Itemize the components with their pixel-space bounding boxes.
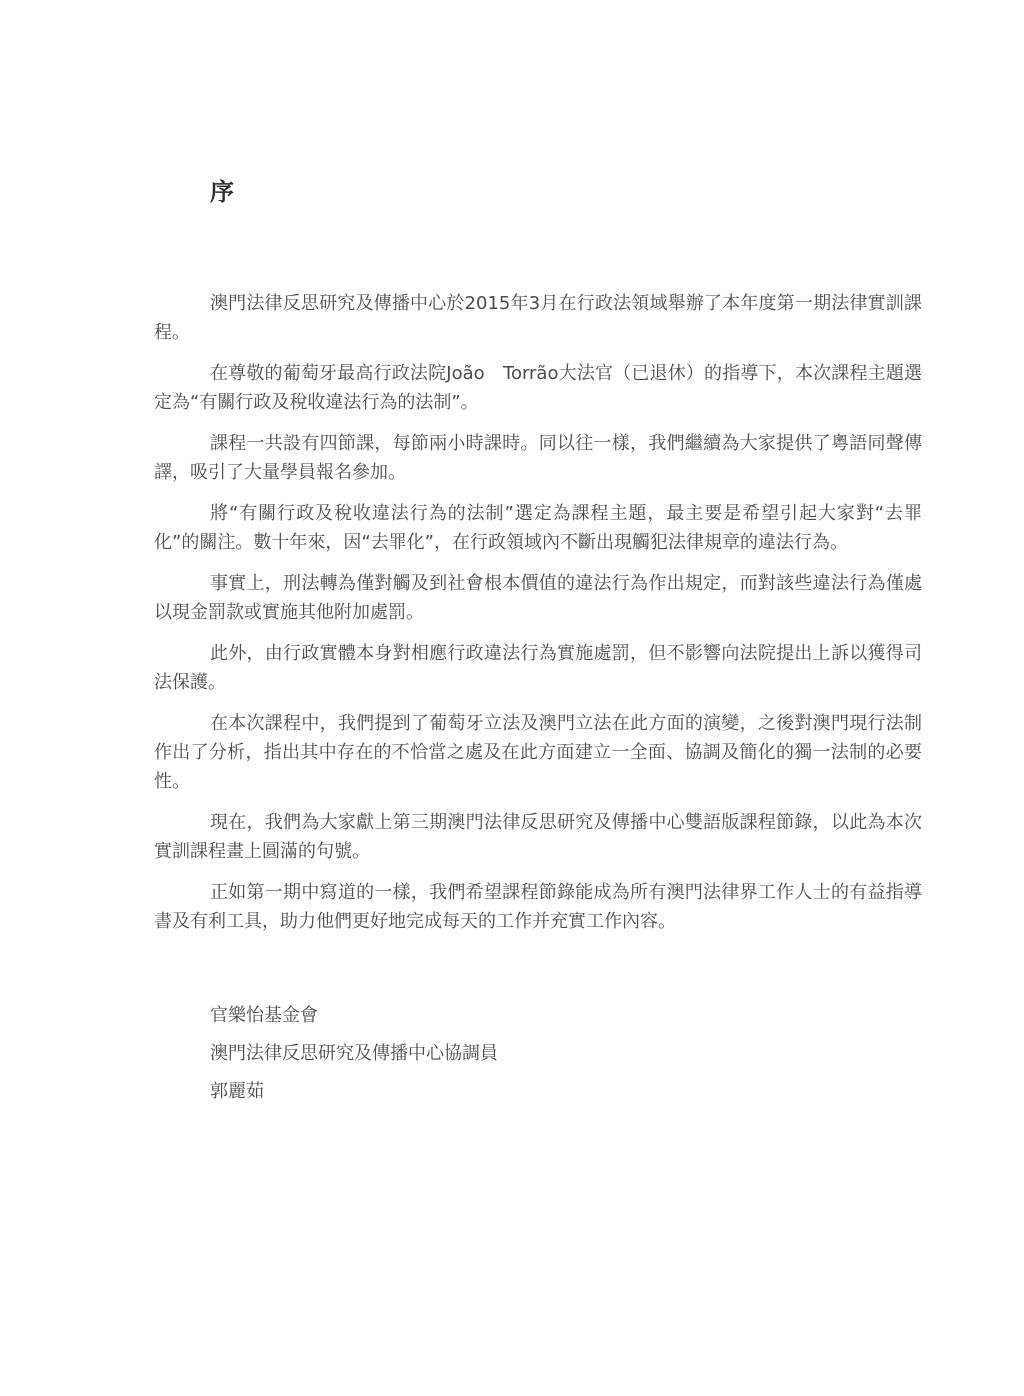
page-title: 序	[210, 178, 234, 206]
signature-organization: 官樂怡基金會	[210, 1005, 318, 1026]
paragraph: 在尊敬的葡萄牙最高行政法院João Torrão大法官（已退休）的指導下，本次課程主題選定為“有關行政及稅收違法行為的法制”。	[154, 363, 922, 413]
paragraph: 現在，我們為大家獻上第三期澳門法律反思研究及傳播中心雙語版課程節錄，以此為本次實訓課程畫上圓滿的句號。	[154, 812, 922, 862]
paragraph: 正如第一期中寫道的一樣，我們希望課程節錄能成為所有澳門法律界工作人士的有益指導書及有利工具，助力他們更好地完成每天的工作并充實工作內容。	[154, 882, 922, 932]
paragraph: 課程一共設有四節課，每節兩小時課時。同以往一樣，我們繼續為大家提供了粵語同聲傳譯，吸引了大量學員報名參加。	[154, 433, 922, 483]
signature-name: 郭麗茹	[210, 1081, 264, 1102]
paragraph: 事實上，刑法轉為僅對觸及到社會根本價值的違法行為作出規定，而對該些違法行為僅處以現金罰款或實施其他附加處罰。	[154, 573, 922, 623]
paragraph: 此外，由行政實體本身對相應行政違法行為實施處罰，但不影響向法院提出上訴以獲得司法保護。	[154, 643, 922, 693]
signature-block	[210, 1003, 498, 1117]
paragraph: 將“有關行政及稅收違法行為的法制”選定為課程主題，最主要是希望引起大家對“去罪化”的關注。數十年來，因“去罪化”，在行政領域內不斷出現觸犯法律規章的違法行為。	[154, 503, 922, 553]
preface-body	[154, 289, 922, 948]
paragraph: 在本次課程中，我們提到了葡萄牙立法及澳門立法在此方面的演變，之後對澳門現行法制作出了分析，指出其中存在的不恰當之處及在此方面建立一全面、協調及簡化的獨一法制的必要性。	[154, 713, 922, 792]
paragraph: 澳門法律反思研究及傳播中心於2015年3月在行政法領域舉辦了本年度第一期法律實訓課程。	[154, 293, 922, 343]
signature-position: 澳門法律反思研究及傳播中心協調員	[210, 1043, 498, 1064]
